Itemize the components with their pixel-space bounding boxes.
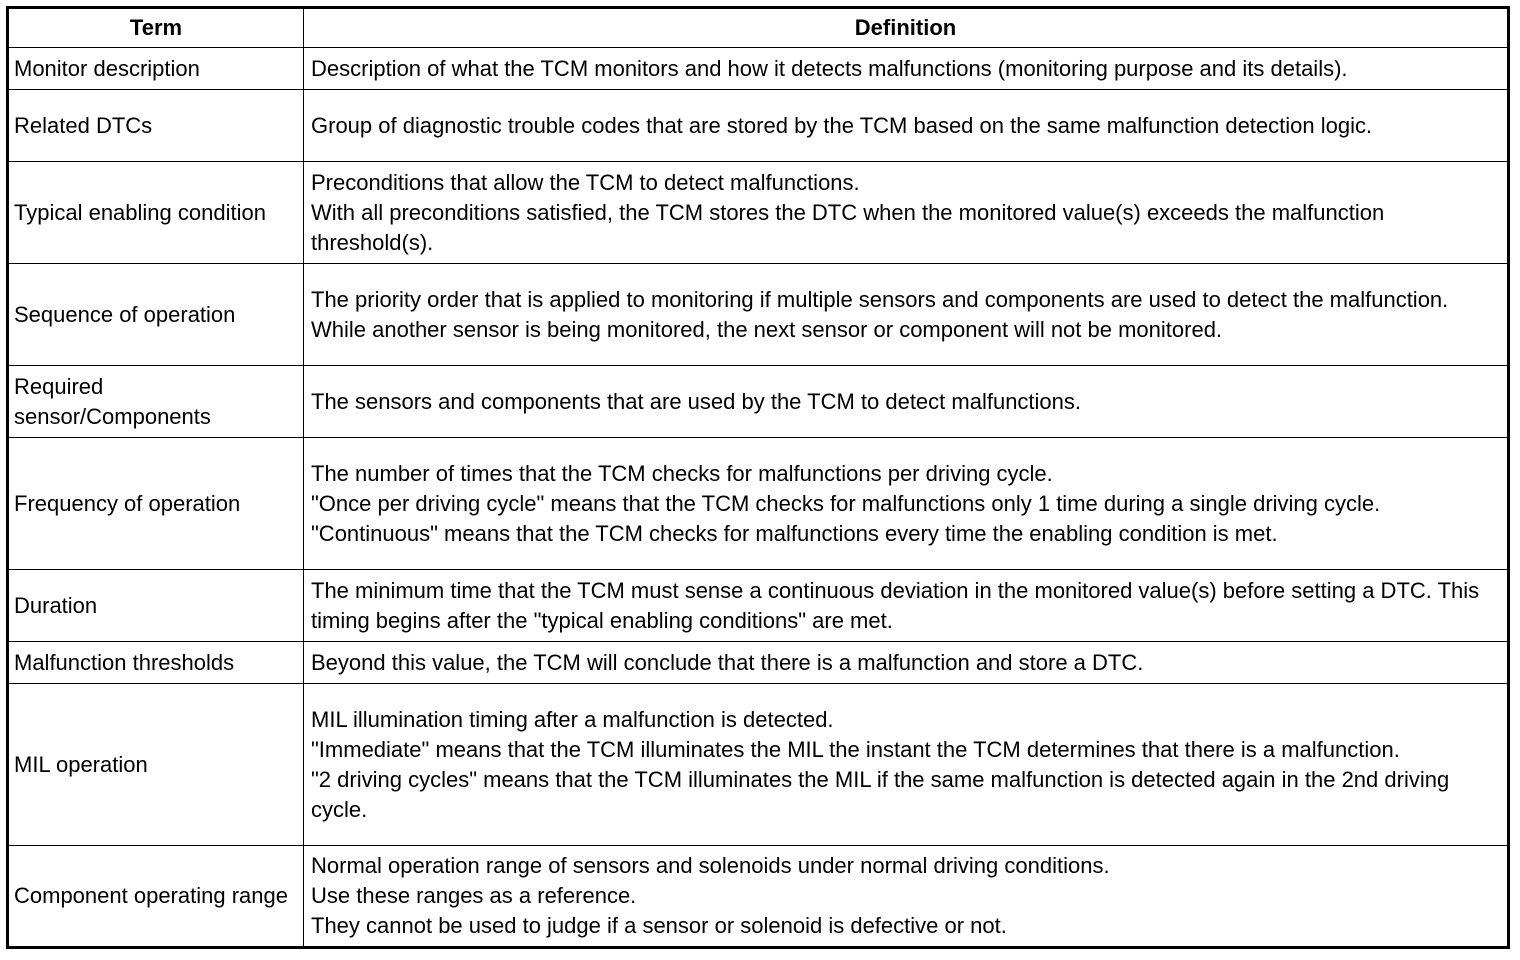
header-row: [8, 8, 1509, 48]
definition-line: The priority order that is applied to monitoring if multiple sensors and components are used to detect the malfunction.: [311, 286, 1449, 312]
definition-line: Preconditions that allow the TCM to detect malfunctions.: [311, 169, 860, 195]
definition-line: MIL illumination timing after a malfunction is detected.: [311, 706, 834, 732]
definition-cell: [304, 642, 1509, 684]
definition-cell: [304, 48, 1509, 90]
definition-line: With all preconditions satisfied, the TCM stores the DTC when the monitored value(s) exceeds the malfunction threshold(s).: [311, 199, 1385, 255]
table-row: [8, 846, 1509, 948]
definition-line: The minimum time that the TCM must sense a continuous deviation in the monitored value(s) before setting a DTC. This timing begins after the "typical enabling conditions" are met.: [311, 577, 1480, 633]
definition-line: Use these ranges as a reference.: [311, 883, 637, 908]
definition-line: Group of diagnostic trouble codes that are stored by the TCM based on the same malfunction detection logic.: [311, 112, 1373, 138]
header-term: Term: [8, 8, 304, 48]
definition-line: Normal operation range of sensors and solenoids under normal driving conditions.: [311, 853, 1110, 878]
table-row: [8, 90, 1509, 162]
definition-cell: [304, 570, 1509, 642]
definition-cell: [304, 90, 1509, 162]
term-cell: Malfunction thresholds: [8, 642, 304, 684]
table-row: [8, 570, 1509, 642]
table-row: [8, 264, 1509, 366]
definition-cell: [304, 162, 1509, 264]
term-cell: Duration: [8, 570, 304, 642]
term-cell: MIL operation: [8, 684, 304, 846]
term-cell: Component operating range: [8, 846, 304, 948]
table-row: [8, 438, 1509, 570]
table-row: [8, 48, 1509, 90]
terms-table: [6, 6, 1510, 949]
term-cell: Sequence of operation: [8, 264, 304, 366]
table-row: [8, 642, 1509, 684]
definition-line: The sensors and components that are used by the TCM to detect malfunctions.: [311, 388, 1082, 414]
term-cell: Frequency of operation: [8, 438, 304, 570]
header-definition: Definition: [304, 8, 1509, 48]
term-cell: Required sensor/Components: [8, 366, 304, 438]
definition-cell: [304, 264, 1509, 366]
term-cell: Monitor description: [8, 48, 304, 90]
definition-line: While another sensor is being monitored, the next sensor or component will not be monitored.: [311, 316, 1223, 342]
definition-cell: [304, 846, 1509, 948]
definition-line: "Continuous" means that the TCM checks for malfunctions every time the enabling condition is met.: [311, 520, 1278, 546]
definition-line: "Immediate" means that the TCM illuminates the MIL the instant the TCM determines that there is a malfunction.: [311, 736, 1400, 762]
definition-line: Description of what the TCM monitors and how it detects malfunctions (monitoring purpose and its details).: [311, 55, 1348, 81]
definition-line: The number of times that the TCM checks for malfunctions per driving cycle.: [311, 460, 1053, 486]
table-row: [8, 684, 1509, 846]
definition-cell: [304, 684, 1509, 846]
definition-line: They cannot be used to judge if a sensor or solenoid is defective or not.: [311, 913, 1007, 938]
term-cell: Typical enabling condition: [8, 162, 304, 264]
table-row: [8, 162, 1509, 264]
table-row: [8, 366, 1509, 438]
definition-line: "2 driving cycles" means that the TCM illuminates the MIL if the same malfunction is detected again in the 2nd driving cycle.: [311, 766, 1450, 822]
table-body: [8, 48, 1509, 948]
term-cell: Related DTCs: [8, 90, 304, 162]
definition-line: "Once per driving cycle" means that the TCM checks for malfunctions only 1 time during a single driving cycle.: [311, 490, 1381, 516]
definition-line: Beyond this value, the TCM will conclude that there is a malfunction and store a DTC.: [311, 649, 1144, 675]
definition-cell: [304, 366, 1509, 438]
definition-cell: [304, 438, 1509, 570]
